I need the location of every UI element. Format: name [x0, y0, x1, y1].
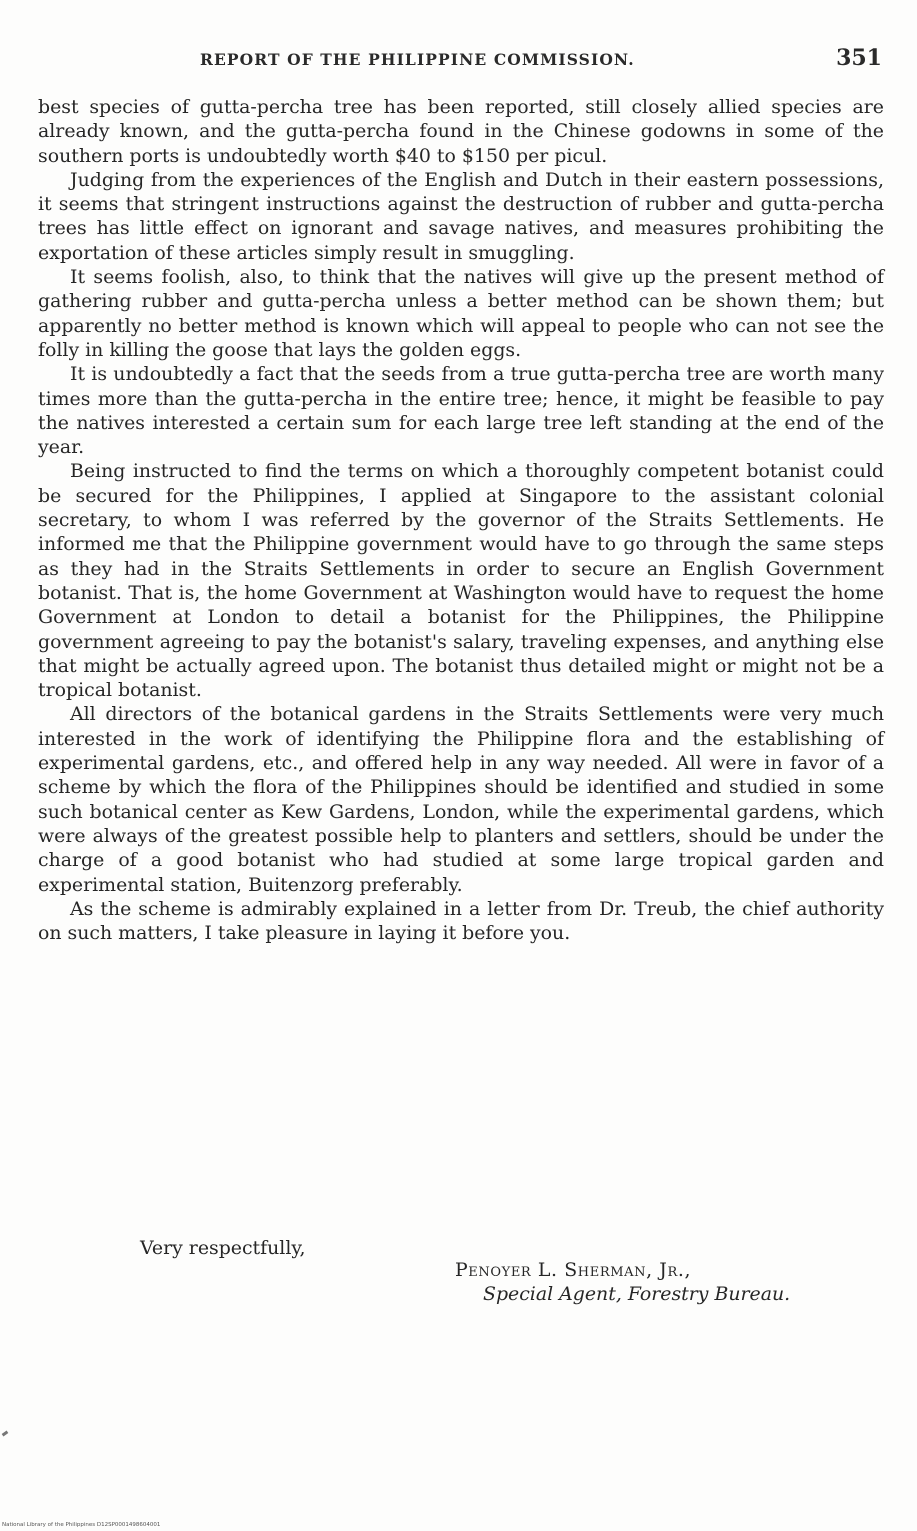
paragraph-treub-letter: As the scheme is admirably explained in a letter from Dr. Treub, the chief authority on such matters, I take pleasure in laying it before you.: [38, 897, 884, 945]
closing-salutation: Very respectfully,: [140, 1237, 306, 1259]
scan-mark: [2, 1431, 9, 1437]
paragraph-seeds-value: It is undoubtedly a fact that the seeds from a true gutta-percha tree are worth many times more than the gutta-percha in the entire tree; hence, it might be feasible to pay the natives interested a certain sum for each large tree left standing at the end of the year.: [38, 363, 884, 459]
page-header: [40, 42, 882, 82]
signature-block: [455, 1259, 875, 1305]
signer-name: Penoyer L. Sherman, Jr.,: [455, 1259, 692, 1281]
page-number: 351: [836, 45, 882, 71]
paragraph-botanist-terms: Being instructed to find the terms on which a thoroughly competent botanist could be secured for the Philippines, I applied at Singapore to the assistant colonial secretary, to whom I was referred by the governor of the Straits Settlements. He informed me that the Philippine government would have to go through the same steps as they had in the Straits Settlements in order to secure an English Government botanist. That is, the home Government at Washington would have to request the home Government at London to detail a botanist for the Philippines, the Philippine government agreeing to pay the botanist's salary, traveling expenses, and anything else that might be actually agreed upon. The botanist thus detailed might or might not be a tropical botanist.: [38, 460, 884, 702]
paragraph-botanical-gardens: All directors of the botanical gardens in the Straits Settlements were very much interested in the work of identifying the Philippine flora and the establishing of experimental gardens, etc., and offered help in any way needed. All were in favor of a scheme by which the flora of the Philippines should be identified and studied in some such botanical center as Kew Gardens, London, while the experimental gardens, which were always of the greatest possible help to planters and settlers, should be under the charge of a good botanist who had studied at some large tropical garden and experimental station, Buitenzorg preferably.: [38, 703, 884, 896]
body-text: [38, 95, 884, 945]
running-head: REPORT OF THE PHILIPPINE COMMISSION.: [200, 50, 635, 69]
paragraph-english-dutch-experience: Judging from the experiences of the English and Dutch in their eastern possessions, it seems that stringent instructions against the destruction of rubber and gutta-percha trees has little effect on ignorant and savage natives, and measures prohibiting the exportation of these articles simply result in smuggling.: [38, 168, 884, 264]
paragraph-natives-method: It seems foolish, also, to think that the natives will give up the present method of gathering rubber and gutta-percha unless a better method can be shown them; but apparently no better method is known which will appeal to people who can not see the folly in killing the goose that lays the golden eggs.: [38, 266, 884, 361]
footer-credit: National Library of the Philippines D12SP0001498604001: [2, 1522, 161, 1528]
signer-title: Special Agent, Forestry Bureau.: [483, 1283, 791, 1305]
paragraph-gutta-percha-species: best species of gutta-percha tree has been reported, still closely allied species are already known, and the gutta-percha found in the Chinese godowns in some of the southern ports is undoubtedly worth $40 to $150 per picul.: [38, 96, 884, 167]
